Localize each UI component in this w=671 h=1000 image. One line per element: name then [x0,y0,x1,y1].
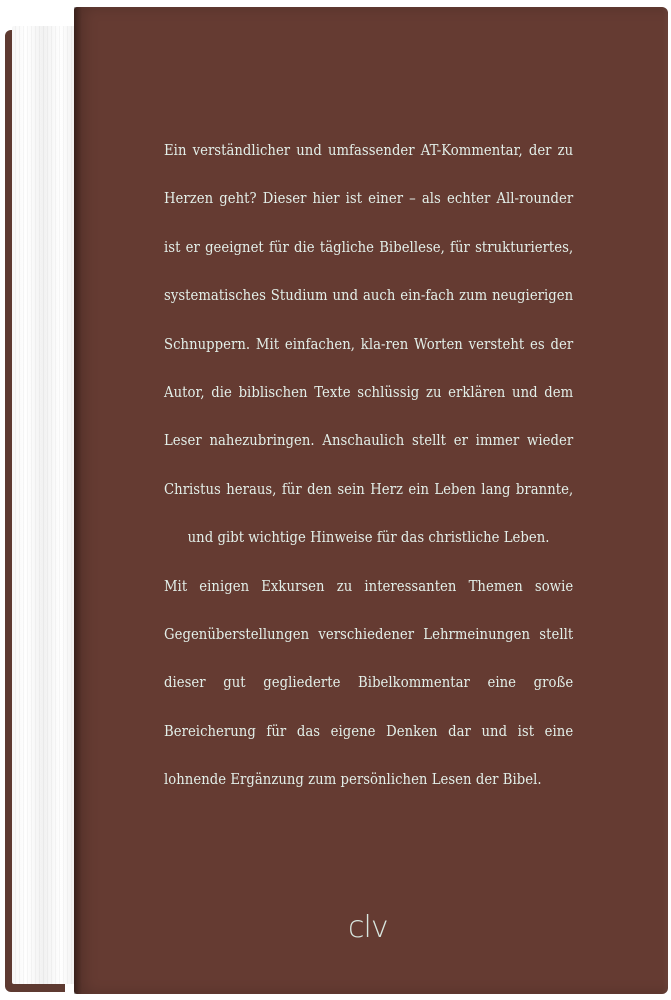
page-edges [12,26,82,984]
spine-fold [74,7,82,994]
blurb-text [164,126,573,804]
blurb-paragraph-1: Ein verständlicher und umfassender AT-Kommentar, der zu Herzen geht? Dieser hier ist einer – als echter All-rounder ist er geeignet für die tägliche Bibellese, für strukturiertes, systematisches Studium und auch ein-fach zum neugierigen Schnuppern. Mit einfachen, kla-ren Worten versteht es der Autor, die biblischen Texte schlüssig zu erklären und dem Leser nahezubringen. Anschaulich stellt er immer wieder Christus heraus, für den sein Herz ein Leben lang brannte, und gibt wichtige Hinweise für das christliche Leben. [164,141,574,547]
publisher-logo: clv [348,910,388,945]
blurb-paragraph-2: Mit einigen Exkursen zu interessanten Themen sowie Gegenüberstellungen verschiedener Lehrmeinungen stellt dieser gut gegliederte Bibelkommentar eine große Bereicherung für das eigene Denken dar und ist eine lohnende Ergänzung zum persönlichen Lesen der Bibel. [164,576,574,789]
